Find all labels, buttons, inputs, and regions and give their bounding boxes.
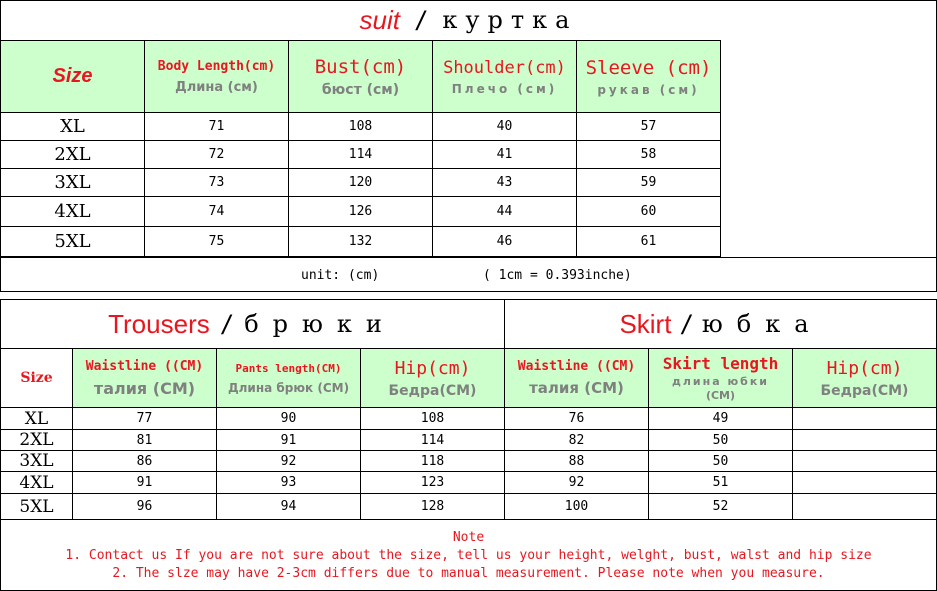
trousers-header-ru: Бедра(CM) — [388, 382, 477, 399]
trousers-row-size: 2XL — [0, 429, 73, 451]
suit-conversion: ( 1cm = 0.393inche) — [483, 268, 632, 283]
trousers-size-label: Size — [20, 370, 53, 386]
skirt-row-value: 49 — [648, 407, 793, 430]
suit-row-value: 108 — [288, 112, 433, 141]
skirt-row-value — [792, 429, 937, 451]
skirt-row-value — [792, 450, 937, 472]
skirt-title-slash: / — [679, 310, 694, 338]
suit-row-value: 126 — [288, 196, 433, 227]
suit-header-en: Shoulder(cm) — [443, 57, 566, 78]
skirt-header-en: Hip(cm) — [826, 357, 903, 379]
suit-row-value: 74 — [144, 196, 289, 227]
trousers-row-size: 3XL — [0, 450, 73, 472]
skirt-header-hip — [792, 348, 937, 408]
suit-header-ru: рукав (см) — [597, 82, 700, 97]
skirt-header-length — [648, 348, 793, 408]
skirt-row-value: 100 — [504, 493, 649, 520]
skirt-header-ru: Бедра(CM) — [820, 382, 909, 399]
suit-size-label: Size — [52, 65, 93, 87]
skirt-row-value: 82 — [504, 429, 649, 451]
suit-header-ru: Плечо (см) — [451, 81, 558, 96]
suit-header-bust — [288, 40, 433, 113]
skirt-row-value: 88 — [504, 450, 649, 472]
suit-title-ru: куртка — [442, 6, 578, 34]
suit-row-size: 5XL — [0, 226, 145, 257]
skirt-title-en: Skirt — [619, 308, 672, 339]
skirt-header-ru: талия (CM) — [529, 379, 624, 397]
skirt-row-value: 76 — [504, 407, 649, 430]
suit-header-body-length — [144, 40, 289, 113]
trousers-row-value: 123 — [360, 471, 505, 494]
trousers-header-en: Hip(cm) — [394, 357, 471, 379]
trousers-row-value: 91 — [72, 471, 217, 494]
suit-row-value: 60 — [576, 196, 721, 227]
trousers-header-waistline — [72, 348, 217, 408]
skirt-row-value — [792, 407, 937, 430]
skirt-header-en: Skirt length — [662, 354, 779, 373]
trousers-row-value: 81 — [72, 429, 217, 451]
suit-row-value: 41 — [432, 140, 577, 169]
skirt-row-value: 52 — [648, 493, 793, 520]
suit-title — [0, 0, 937, 40]
suit-row-value: 71 — [144, 112, 289, 141]
suit-row-value: 61 — [576, 226, 721, 257]
suit-row-value: 132 — [288, 226, 433, 257]
suit-header-ru: бюст (см) — [321, 81, 400, 98]
skirt-row-value: 50 — [648, 429, 793, 451]
suit-row-value: 57 — [576, 112, 721, 141]
suit-header-en: Body Length(cm) — [157, 58, 276, 74]
skirt-row-value: 92 — [504, 471, 649, 494]
trousers-row-value: 92 — [216, 450, 361, 472]
trousers-row-value: 90 — [216, 407, 361, 430]
skirt-header-ru2: (CM) — [705, 389, 736, 402]
skirt-row-value — [792, 493, 937, 520]
trousers-row-value: 93 — [216, 471, 361, 494]
note-line-2: 2. The slze may have 2-3cm differs due to manual measurement. Please note when you measure. — [112, 566, 825, 581]
suit-title-slash: / — [413, 6, 429, 34]
suit-row-value: 114 — [288, 140, 433, 169]
trousers-row-value: 96 — [72, 493, 217, 520]
suit-row-size: 4XL — [0, 196, 145, 227]
trousers-header-en: Waistline ((CM) — [85, 358, 204, 374]
skirt-title-ru: юбка — [701, 310, 823, 338]
suit-row-size: 2XL — [0, 140, 145, 169]
suit-row-value: 44 — [432, 196, 577, 227]
suit-row-size: 3XL — [0, 168, 145, 197]
suit-row-value: 75 — [144, 226, 289, 257]
suit-row-value: 59 — [576, 168, 721, 197]
skirt-header-ru: длина юбки — [671, 375, 770, 388]
trousers-row-value: 114 — [360, 429, 505, 451]
trousers-header-hip — [360, 348, 505, 408]
trousers-header-ru: талия (CM) — [93, 378, 196, 398]
skirt-header-waistline — [504, 348, 649, 408]
suit-row-size: XL — [0, 112, 145, 141]
suit-row-value: 72 — [144, 140, 289, 169]
suit-header-sleeve — [576, 40, 721, 113]
trousers-row-value: 118 — [360, 450, 505, 472]
skirt-row-value — [792, 471, 937, 494]
suit-title-en: suit — [359, 4, 400, 35]
suit-size-header — [0, 40, 145, 113]
trousers-row-size: 5XL — [0, 493, 73, 520]
suit-header-en: Bust(cm) — [314, 55, 407, 78]
trousers-title — [0, 299, 505, 349]
suit-unit: unit: (cm) — [301, 268, 380, 283]
suit-row-value: 58 — [576, 140, 721, 169]
skirt-row-value: 50 — [648, 450, 793, 472]
trousers-row-value: 77 — [72, 407, 217, 430]
trousers-size-header — [0, 348, 73, 408]
suit-row-value: 40 — [432, 112, 577, 141]
suit-row-value: 73 — [144, 168, 289, 197]
suit-header-en: Sleeve (cm) — [585, 56, 712, 79]
note-line-1: 1. Contact us If you are not sure about the size, tell us your height, welght, bust, walst and hip size — [65, 548, 872, 563]
trousers-row-value: 108 — [360, 407, 505, 430]
trousers-title-ru: брюки — [244, 310, 396, 338]
suit-row-value: 43 — [432, 168, 577, 197]
trousers-title-en: Trousers — [108, 308, 210, 339]
skirt-header-en: Waistline ((CM) — [517, 359, 636, 374]
trousers-title-slash: / — [219, 310, 235, 338]
suit-unit-row — [0, 257, 937, 292]
suit-header-shoulder — [432, 40, 577, 113]
skirt-row-value: 51 — [648, 471, 793, 494]
trousers-header-pants-length — [216, 348, 361, 408]
trousers-row-value: 94 — [216, 493, 361, 520]
trousers-row-size: 4XL — [0, 471, 73, 494]
suit-row-value: 120 — [288, 168, 433, 197]
trousers-row-value: 91 — [216, 429, 361, 451]
suit-row-value: 46 — [432, 226, 577, 257]
trousers-row-size: XL — [0, 407, 73, 430]
suit-header-ru: Длина (см) — [175, 79, 258, 95]
trousers-row-value: 86 — [72, 450, 217, 472]
note-title: Note — [452, 530, 485, 545]
trousers-header-en: Pants length(CM) — [235, 361, 342, 375]
trousers-row-value: 128 — [360, 493, 505, 520]
trousers-header-ru: Длина брюк (CM) — [227, 380, 350, 395]
skirt-title — [505, 299, 937, 349]
